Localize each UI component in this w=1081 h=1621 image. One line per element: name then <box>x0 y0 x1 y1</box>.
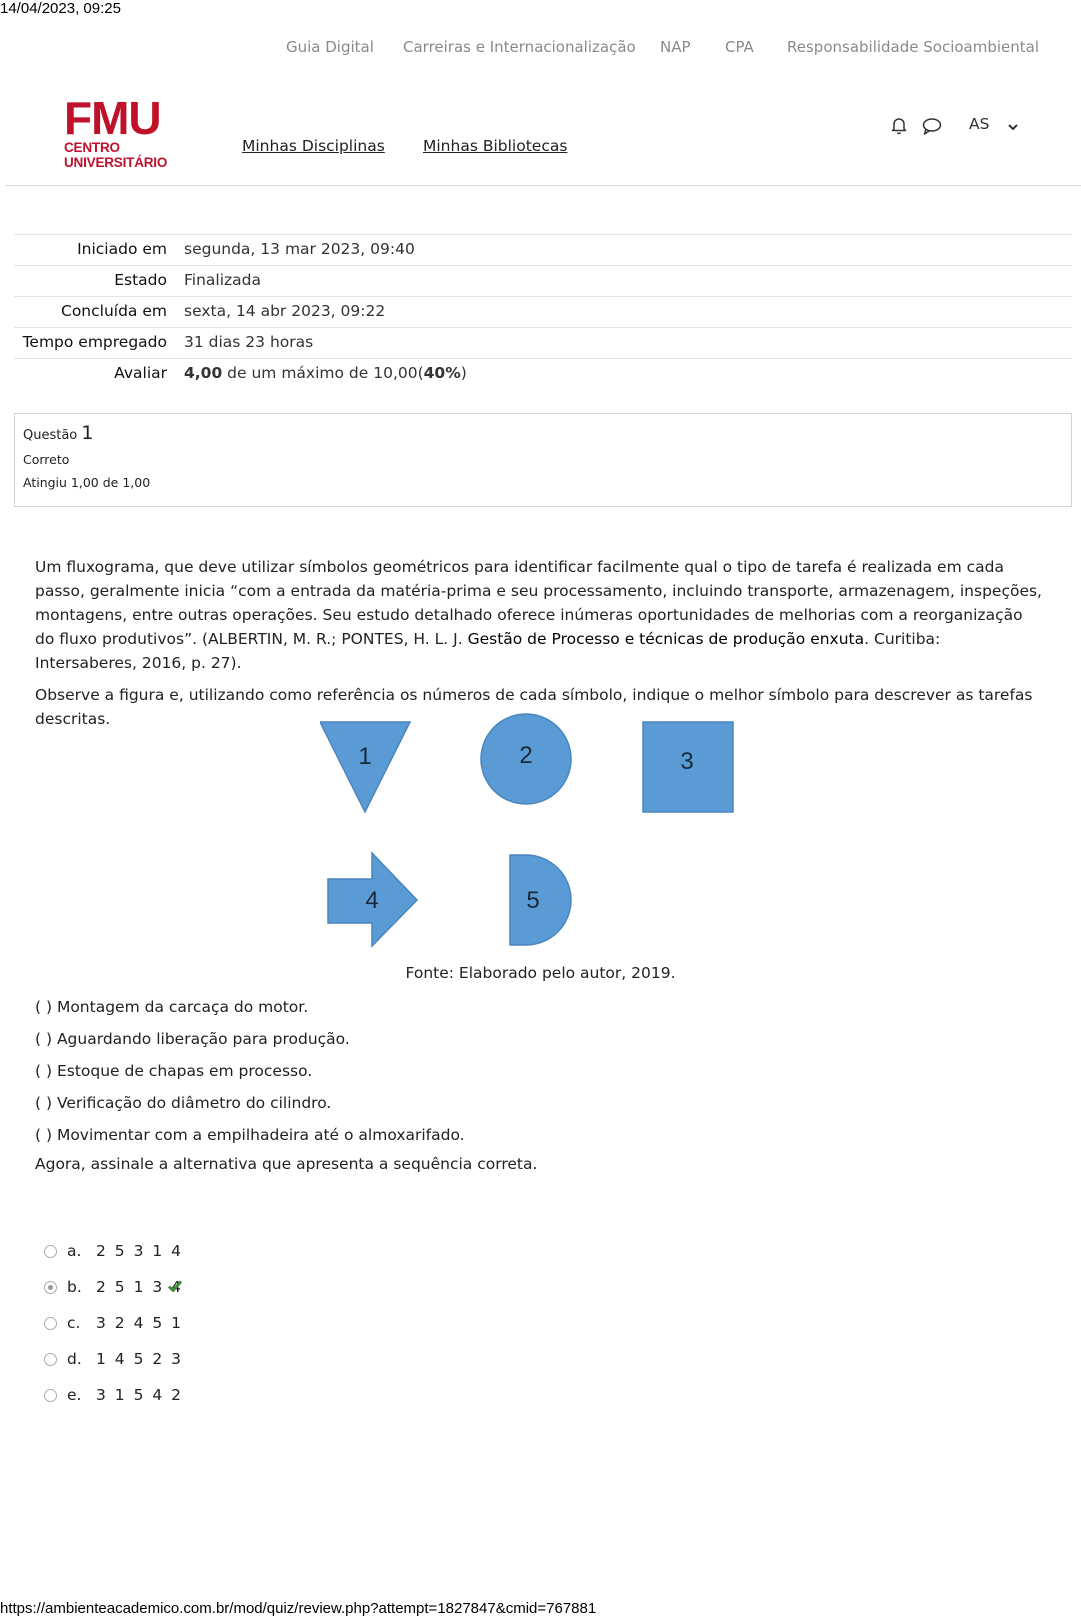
summary-value: sexta, 14 abr 2023, 09:22 <box>184 302 386 320</box>
task-item: ( ) Montagem da carcaça do motor. <box>35 998 309 1016</box>
question-text-part1: Um fluxograma, que deve utilizar símbolos geométricos para identificar facilmente qual o tipo de tarefa é realizada em cada passo, geralmente inicia “com a entrada da matéria-prima e seu processamento, incluindo transporte, armazenagem, inspeções, montagens, entre outras operações. Seu estudo detalhado oferece inúmeras oportunidades de melhorias com a reorganização do fluxo produtivos”. (ALBERTIN, M. R.; PONTES, H. L. J. <box>35 558 1042 648</box>
symbol-label-4: 4 <box>365 887 379 914</box>
answer-letter: a. <box>67 1242 82 1260</box>
chat-icon[interactable] <box>921 116 943 140</box>
attempt-summary-table <box>14 234 1072 389</box>
answer-value: 1 4 5 2 3 <box>96 1350 184 1368</box>
task-item: ( ) Estoque de chapas em processo. <box>35 1062 313 1080</box>
answer-value: 2 5 1 3 4 <box>96 1278 184 1296</box>
chevron-down-icon[interactable] <box>1007 118 1019 137</box>
question-status: Correto <box>23 452 70 467</box>
answer-letter: d. <box>67 1350 82 1368</box>
grade-score: 4,00 <box>184 364 223 382</box>
answer-value: 3 2 4 5 1 <box>96 1314 184 1332</box>
topnav-carreiras[interactable]: Carreiras e Internacionalização <box>403 38 636 56</box>
radio-button[interactable] <box>44 1389 57 1402</box>
topnav-cpa[interactable]: CPA <box>725 38 754 56</box>
summary-label: Iniciado em <box>77 240 167 258</box>
answer-letter: e. <box>67 1386 82 1404</box>
print-url: https://ambienteacademico.com.br/mod/quiz/review.php?attempt=1827847&cmid=767881 <box>0 1600 597 1617</box>
radio-button[interactable] <box>44 1245 57 1258</box>
summary-row-started <box>14 235 1072 266</box>
header-divider <box>5 185 1081 186</box>
summary-label: Concluída em <box>61 302 167 320</box>
symbol-4-arrow <box>328 853 417 946</box>
book-title: Gestão de Processo e técnicas de produção enxuta <box>467 630 865 648</box>
symbol-label-2: 2 <box>519 742 533 769</box>
summary-label: Tempo empregado <box>22 333 167 351</box>
summary-value: segunda, 13 mar 2023, 09:40 <box>184 240 415 258</box>
answer-letter: c. <box>67 1314 81 1332</box>
summary-label: Estado <box>114 271 167 289</box>
user-initials[interactable]: AS <box>969 115 990 133</box>
question-number-value: 1 <box>81 422 94 444</box>
topnav-responsabilidade[interactable]: Responsabilidade Socioambiental <box>787 38 1040 56</box>
grade-percent: 40% <box>423 364 461 382</box>
fmu-logo[interactable] <box>64 92 204 170</box>
topnav-nap[interactable]: NAP <box>660 38 691 56</box>
summary-value: Finalizada <box>184 271 262 289</box>
question-observe: Observe a figura e, utilizando como referência os números de cada símbolo, indique o melhor símbolo para descrever as tarefas descritas. <box>35 686 1033 728</box>
question-number <box>23 422 1063 444</box>
task-item: ( ) Movimentar com a empilhadeira até o almoxarifado. <box>35 1126 465 1144</box>
symbol-2-circle <box>481 714 571 804</box>
radio-button[interactable] <box>44 1353 57 1366</box>
summary-value: 31 dias 23 horas <box>184 333 314 351</box>
question-text-part2: . Curitiba: Intersaberes, 2016, p. 27). <box>35 630 941 672</box>
answer-letter: b. <box>67 1278 82 1296</box>
summary-row-completed <box>14 297 1072 328</box>
task-item: ( ) Aguardando liberação para produção. <box>35 1030 350 1048</box>
nav-minhas-bibliotecas[interactable]: Minhas Bibliotecas <box>423 137 568 155</box>
logo-subtitle: CENTRO UNIVERSITÁRIO <box>64 140 168 170</box>
question-label: Questão <box>23 428 78 443</box>
task-list <box>35 996 465 1156</box>
question-paragraph <box>35 555 1045 675</box>
logo-name: FMU <box>64 92 161 144</box>
summary-label: Avaliar <box>114 364 167 382</box>
symbol-label-3: 3 <box>680 748 694 775</box>
task-item: ( ) Verificação do diâmetro do cilindro. <box>35 1094 332 1112</box>
flowchart-symbols-figure <box>320 712 760 957</box>
symbol-1-triangle <box>320 722 410 812</box>
bell-icon[interactable] <box>889 115 909 139</box>
checkmark-icon <box>167 1278 183 1300</box>
summary-value <box>167 359 1072 390</box>
question-mark: Atingiu 1,00 de 1,00 <box>23 475 151 490</box>
answer-value: 3 1 5 4 2 <box>96 1386 184 1404</box>
symbol-label-5: 5 <box>526 887 540 914</box>
answer-value: 2 5 3 1 4 <box>96 1242 184 1260</box>
top-navigation <box>0 38 1081 58</box>
question-instruction: Agora, assinale a alternativa que apresenta a sequência correta. <box>35 1155 538 1173</box>
topnav-guia-digital[interactable]: Guia Digital <box>286 38 374 56</box>
grade-text: de um máximo de 10,00( <box>222 364 424 382</box>
radio-button[interactable] <box>44 1317 57 1330</box>
question-info-box <box>14 413 1072 507</box>
radio-button-selected[interactable] <box>44 1281 57 1294</box>
figure-caption: Fonte: Elaborado pelo autor, 2019. <box>405 964 676 982</box>
symbol-5-delay <box>510 855 571 945</box>
symbol-3-square <box>643 722 733 812</box>
summary-row-time <box>14 328 1072 359</box>
summary-row-grade <box>14 359 1072 390</box>
nav-minhas-disciplinas[interactable]: Minhas Disciplinas <box>242 137 385 155</box>
grade-close: ) <box>460 364 467 382</box>
symbol-label-1: 1 <box>358 743 372 770</box>
summary-row-state <box>14 266 1072 297</box>
print-timestamp: 14/04/2023, 09:25 <box>0 0 121 17</box>
